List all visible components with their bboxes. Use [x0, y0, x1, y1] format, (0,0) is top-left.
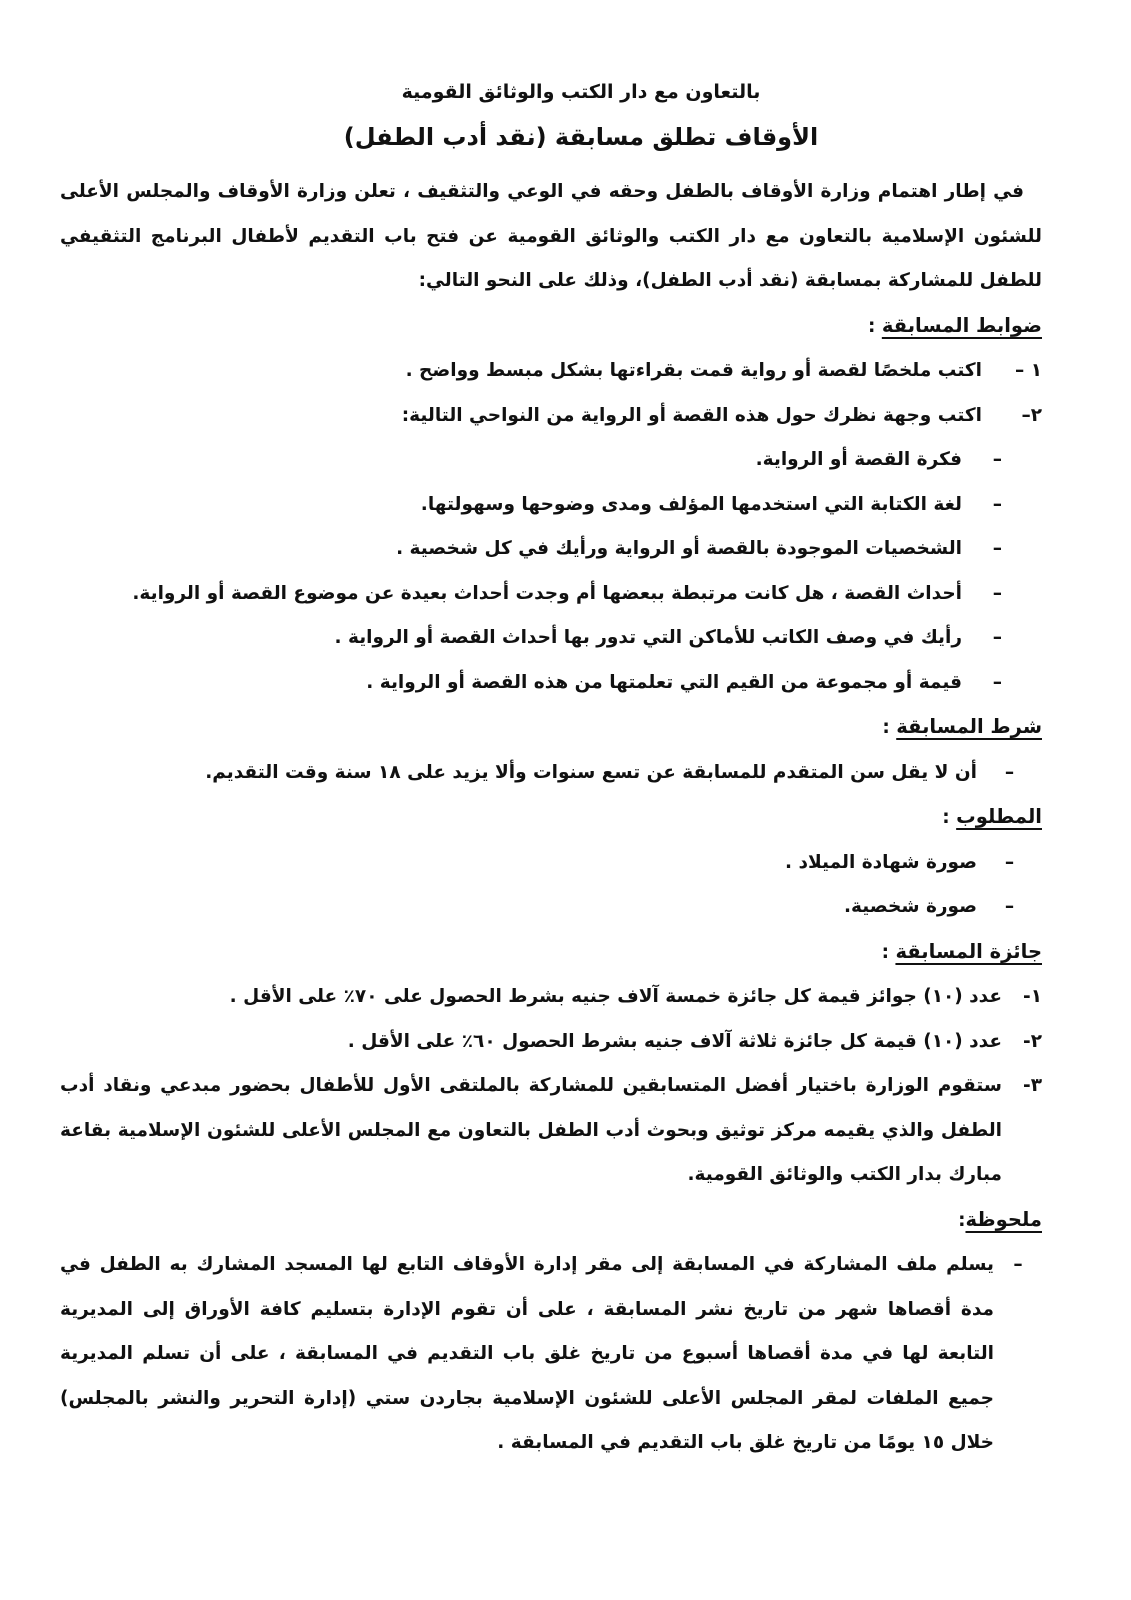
prize-item: ١- عدد (١٠) جوائز قيمة كل جائزة خمسة آلاف جنيه بشرط الحصول على ٧٠٪ على الأقل . — [229, 986, 1042, 1007]
rule-subitem: – رأيك في وصف الكاتب للأماكن التي تدور بها أحداث القصة أو الرواية . — [334, 627, 1002, 648]
prize-heading: جائزة المسابقة : — [881, 939, 1042, 963]
rule-subitem: – لغة الكتابة التي استخدمها المؤلف ومدى وضوحها وسهولتها. — [420, 493, 1002, 515]
rule-subitem: – الشخصيات الموجودة بالقصة أو الرواية ورأيك في كل شخصية . — [396, 538, 1002, 559]
rules-heading: ضوابط المسابقة : — [867, 313, 1042, 337]
page-title: الأوقاف تطلق مسابقة (نقد أدب الطفل) — [343, 123, 819, 151]
note-heading: ملحوظة: — [958, 1207, 1042, 1231]
prize-item: ٢- عدد (١٠) قيمة كل جائزة ثلاثة آلاف جنيه بشرط الحصول ٦٠٪ على الأقل . — [347, 1030, 1042, 1052]
intro-paragraph: في إطار اهتمام وزارة الأوقاف بالطفل وحقه في الوعي والتثقيف ، تعلن وزارة الأوقاف والمجلس الأعلى للشئون الإسلامية بالتعاون مع دار الكتب والوثائق القومية عن فتح باب التقديم لأطفال البرنامج التثقيفي للطفل للمشاركة بمسابقة (نقد أدب الطفل)، وذلك على النحو التالي: — [60, 181, 1042, 291]
condition-heading: شرط المسابقة : — [882, 715, 1042, 738]
rule-subitem: – فكرة القصة أو الرواية. — [755, 449, 1002, 470]
note-item: – يسلم ملف المشاركة في المسابقة إلى مقر إدارة الأوقاف التابع لها المسجد المشارك به الطفل في مدة أقصاها شهر من تاريخ نشر المسابقة ، على أن تقوم الإدارة بتسليم كافة الأوراق إلى المديرية التابعة لها في مدة أقصاها أسبوع من تاريخ غلق باب التقديم في المسابقة ، على أن تسلم المديرية جميع الملفات لمقر المجلس الأعلى للشئون الإسلامية بجاردن ستي (إدارة التحرير والنشر بالمجلس) خلال ١٥ يومًا من تاريخ غلق باب التقديم في المسابقة . — [60, 1254, 1023, 1453]
rule-item: ٢– اكتب وجهة نظرك حول هذه القصة أو الرواية من النواحي التالية: — [401, 404, 1042, 426]
rule-item: ١ – اكتب ملخصًا لقصة أو رواية قمت بقراءتها بشكل مبسط وواضح . — [405, 360, 1042, 381]
prize-item: ٣- ستقوم الوزارة باختيار أفضل المتسابقين للمشاركة بالملتقى الأول للأطفال بحضور مبدعي ونقاد أدب الطفل والذي يقيمه مركز توثيق وبحوث أدب الطفل بالتعاون مع المجلس الأعلى للشئون الإسلامية بقاعة مبارك بدار الكتب والوثائق القومية. — [60, 1075, 1042, 1185]
required-heading: المطلوب : — [942, 805, 1042, 828]
condition-item: – أن لا يقل سن المتقدم للمسابقة عن تسع سنوات وألا يزيد على ١٨ سنة وقت التقديم. — [205, 761, 1015, 783]
rule-subitem: – أحداث القصة ، هل كانت مرتبطة ببعضها أم وجدت أحداث بعيدة عن موضوع القصة أو الرواية. — [132, 582, 1002, 604]
rule-subitem: – قيمة أو مجموعة من القيم التي تعلمتها من هذه القصة أو الرواية . — [366, 671, 1002, 693]
header-subtitle: بالتعاون مع دار الكتب والوثائق القومية — [401, 81, 761, 103]
required-item: – صورة شخصية. — [843, 896, 1015, 917]
required-item: – صورة شهادة الميلاد . — [785, 851, 1015, 873]
